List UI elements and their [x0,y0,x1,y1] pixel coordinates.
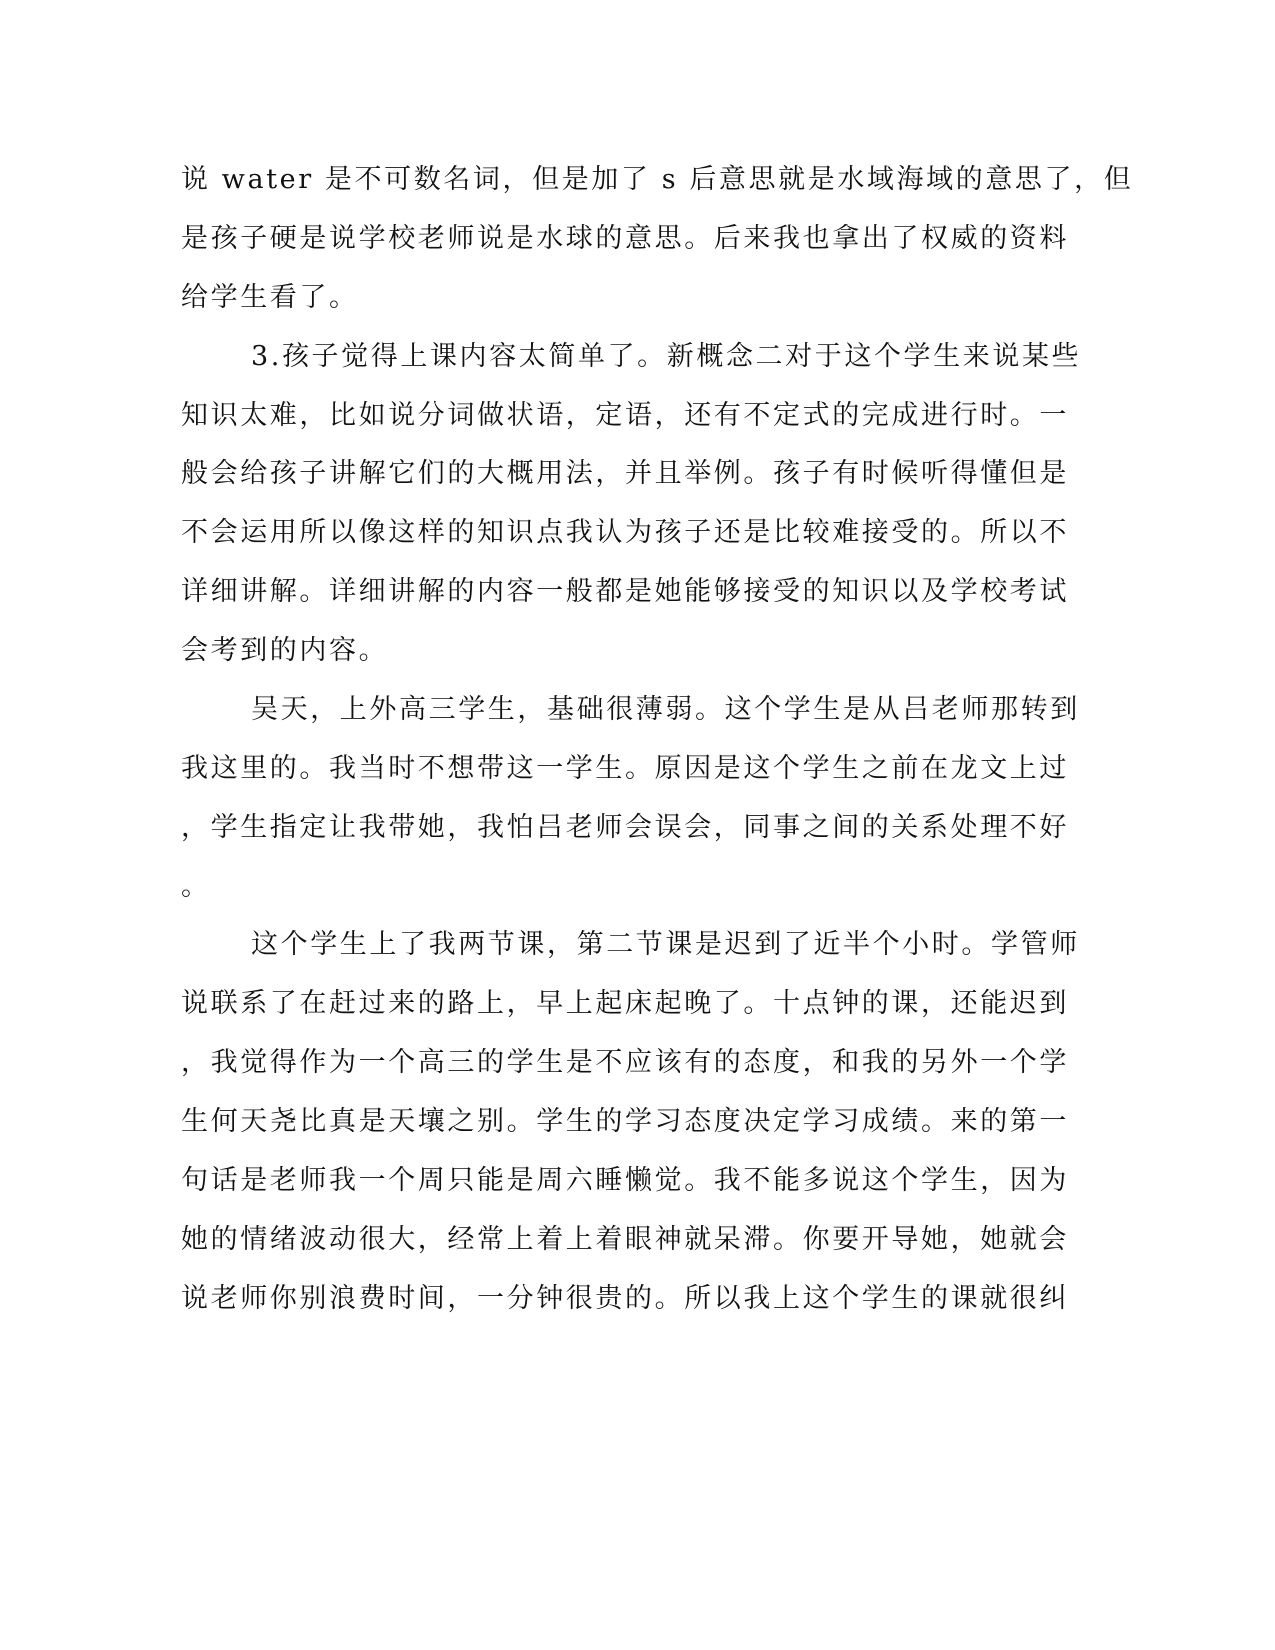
text-line: 。 [181,871,211,902]
text-line: 会考到的内容。 [181,635,389,666]
text-line: 知识太难，比如说分词做状语，定语，还有不定式的完成进行时。一 [181,400,1069,431]
text-line: 不会运用所以像这样的知识点我认为孩子还是比较难接受的。所以不 [181,517,1069,548]
text-line: 是孩子硬是说学校老师说是水球的意思。后来我也拿出了权威的资料 [181,223,1069,254]
text-line: 详细讲解。详细讲解的内容一般都是她能够接受的知识以及学校考试 [181,576,1069,607]
text-line: 般会给孩子讲解它们的大概用法，并且举例。孩子有时候听得懂但是 [181,458,1069,489]
text-line: 我这里的。我当时不想带这一学生。原因是这个学生之前在龙文上过 [181,753,1069,784]
text-line: 吴天，上外高三学生，基础很薄弱。这个学生是从吕老师那转到 [251,694,1080,725]
text-line: ，我觉得作为一个高三的学生是不应该有的态度，和我的另外一个学 [181,1047,1069,1078]
text-line: 说联系了在赶过来的路上，早上起床起晚了。十点钟的课，还能迟到 [181,988,1069,1019]
text-line: 给学生看了。 [181,282,359,313]
text-line: 说 water 是不可数名词，但是加了 s 后意思就是水域海域的意思了，但 [181,164,1134,195]
text-line: 句话是老师我一个周只能是周六睡懒觉。我不能多说这个学生，因为 [181,1165,1069,1196]
text-line: 这个学生上了我两节课，第二节课是迟到了近半个小时。学管师 [251,929,1080,960]
text-line: ，学生指定让我带她，我怕吕老师会误会，同事之间的关系处理不好 [181,812,1069,843]
text-line: 说老师你别浪费时间，一分钟很贵的。所以我上这个学生的课就很纠 [181,1283,1069,1314]
text-line: 3.孩子觉得上课内容太简单了。新概念二对于这个学生来说某些 [251,341,1082,372]
text-line: 生何天尧比真是天壤之别。学生的学习态度决定学习成绩。来的第一 [181,1106,1069,1137]
text-line: 她的情绪波动很大，经常上着上着眼神就呆滞。你要开导她，她就会 [181,1224,1069,1255]
